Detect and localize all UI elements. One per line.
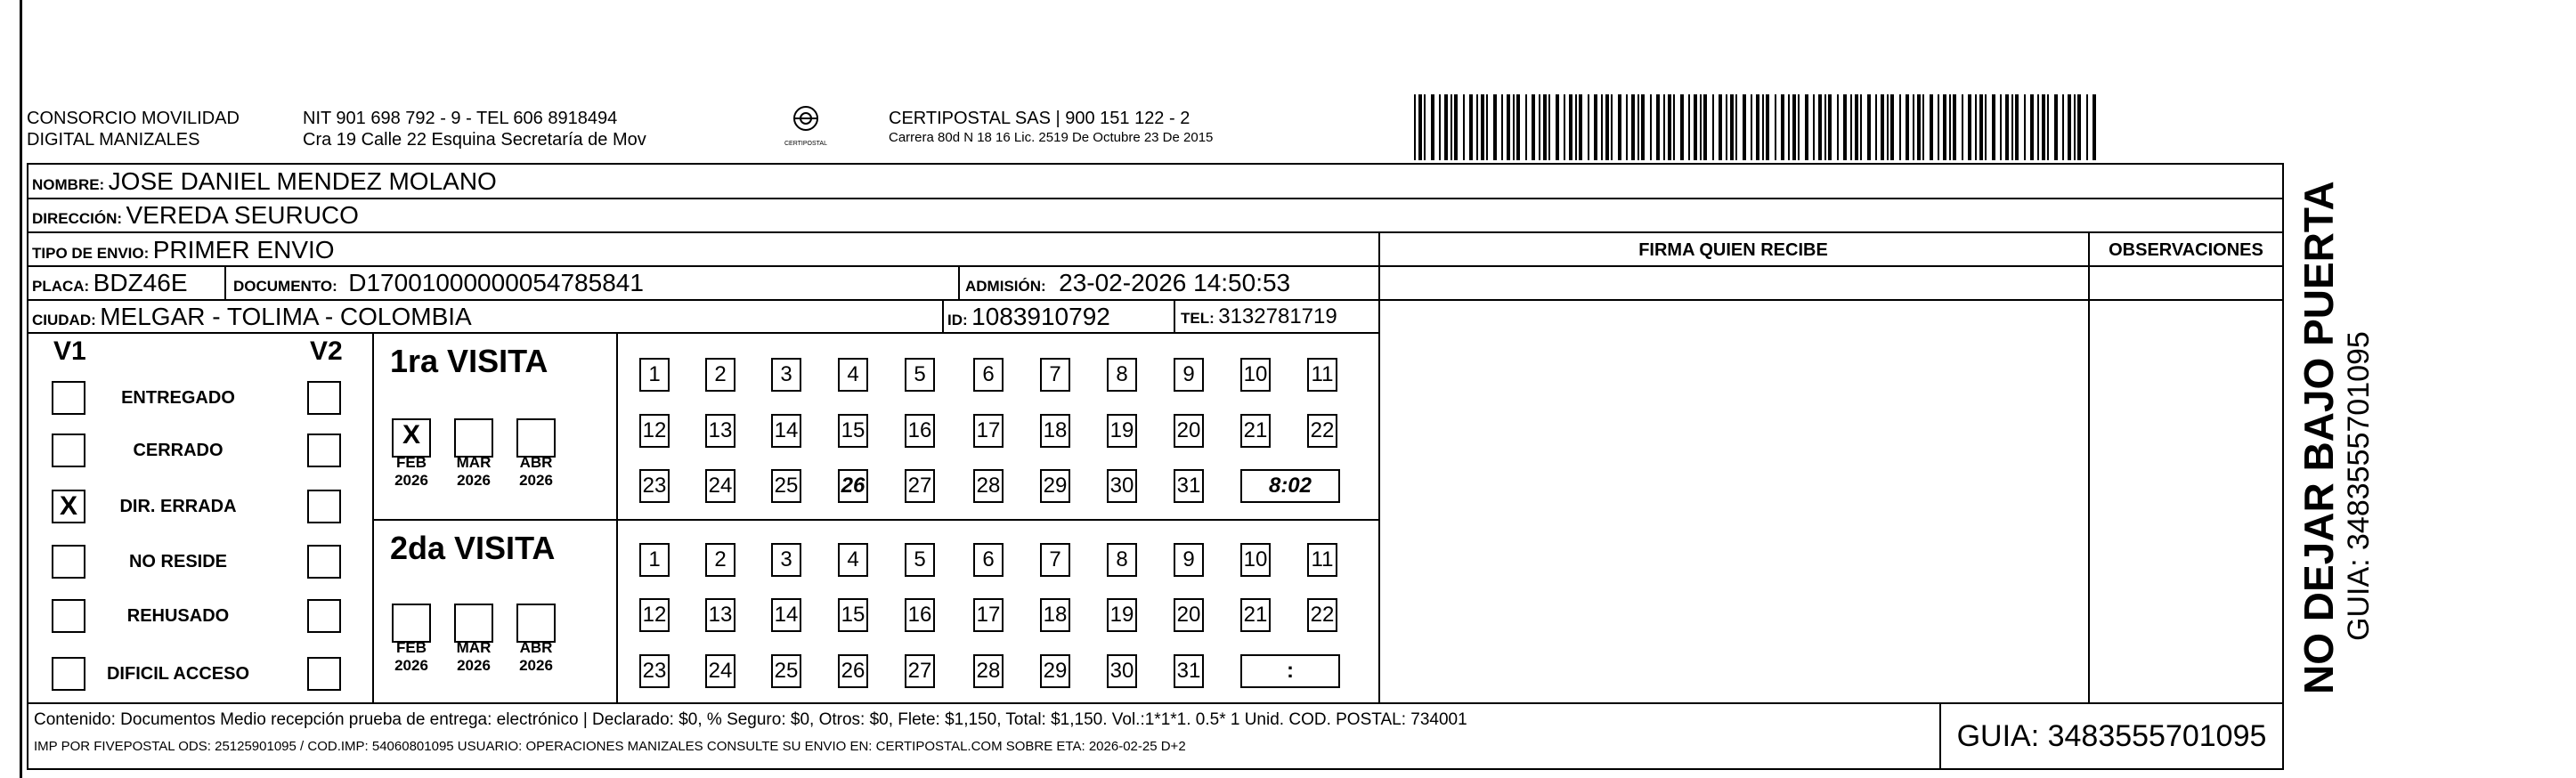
barcode-bar — [1975, 94, 1977, 160]
day-box[interactable]: 24 — [705, 654, 735, 688]
barcode — [1414, 94, 2109, 160]
certipostal-block — [889, 108, 1213, 147]
placa-cell — [32, 269, 188, 297]
admision-divider — [958, 265, 960, 299]
row-line — [27, 332, 1378, 334]
nombre-row — [32, 167, 497, 196]
v2-checkbox[interactable] — [307, 599, 341, 633]
v2-checkbox[interactable] — [307, 434, 341, 467]
barcode-bar — [2015, 94, 2019, 160]
month-name: ABR — [519, 454, 553, 471]
tel-value: 3132781719 — [1218, 304, 1337, 328]
day-box[interactable]: 16 — [905, 598, 935, 632]
barcode-bar — [1735, 94, 1737, 160]
day-box[interactable]: 12 — [639, 414, 670, 448]
barcode-bar — [1575, 94, 1577, 160]
nit-block — [303, 108, 646, 150]
month-label — [389, 639, 434, 675]
barcode-bar — [1539, 94, 1540, 160]
barcode-bar — [1532, 94, 1535, 160]
direccion-value: VEREDA SEURUCO — [126, 201, 359, 229]
barcode-bar — [1890, 94, 1894, 160]
v2-checkbox[interactable] — [307, 545, 341, 579]
day-box[interactable]: 2 — [705, 543, 735, 577]
barcode-bar — [2086, 94, 2088, 160]
day-box[interactable]: 25 — [771, 654, 801, 688]
direccion-label: DIRECCIÓN: — [32, 210, 123, 227]
barcode-bar — [1762, 94, 1764, 160]
day-box[interactable]: 20 — [1174, 598, 1204, 632]
barcode-bar — [2054, 94, 2058, 160]
day-box[interactable]: 14 — [771, 414, 801, 448]
status-label: DIFICIL ACCESO — [106, 664, 249, 684]
barcode-bar — [1618, 94, 1621, 160]
barcode-bar — [1663, 94, 1665, 160]
barcode-bar — [1626, 94, 1628, 160]
barcode-bar — [1501, 94, 1503, 160]
placa-label: PLACA: — [32, 278, 90, 295]
admision-cell — [965, 269, 1290, 297]
page-left-edge — [20, 0, 22, 778]
day-box[interactable]: 30 — [1107, 654, 1137, 688]
barcode-bar — [1850, 94, 1852, 160]
day-box[interactable]: 2 — [705, 358, 735, 392]
barcode-bar — [1985, 94, 1987, 160]
v1-checkbox[interactable] — [52, 545, 85, 579]
barcode-bar — [1594, 94, 1597, 160]
barcode-bar — [1855, 94, 1858, 160]
barcode-bar — [2000, 94, 2002, 160]
day-box[interactable]: 4 — [838, 358, 868, 392]
v1-checkbox[interactable] — [52, 434, 85, 467]
barcode-bar — [1476, 94, 1478, 160]
barcode-bar — [1439, 94, 1441, 160]
month-checkbox[interactable] — [392, 604, 431, 643]
ciudad-label: CIUDAD: — [32, 312, 96, 328]
barcode-bar — [1548, 94, 1550, 160]
tel-cell — [1181, 304, 1337, 329]
nombre-value: JOSE DANIEL MENDEZ MOLANO — [108, 167, 497, 195]
barcode-bar — [1949, 94, 1951, 160]
day-box[interactable]: 7 — [1040, 543, 1070, 577]
barcode-bar — [1712, 94, 1714, 160]
barcode-bar — [1730, 94, 1734, 160]
day-box[interactable]: 27 — [905, 654, 935, 688]
barcode-bar — [2062, 94, 2064, 160]
v1-checkbox[interactable] — [52, 381, 85, 415]
day-box[interactable]: 17 — [973, 414, 1004, 448]
month-name: ABR — [519, 639, 553, 656]
barcode-bar — [1444, 94, 1448, 160]
observaciones-divider — [2088, 231, 2090, 702]
visit-divider — [372, 519, 1378, 521]
day-box[interactable]: 3 — [771, 358, 801, 392]
barcode-bar — [1656, 94, 1660, 160]
tel-label: TEL: — [1181, 310, 1215, 327]
firma-label: FIRMA QUIEN RECIBE — [1638, 240, 1828, 260]
barcode-bar — [2005, 94, 2009, 160]
day-box[interactable]: 21 — [1240, 598, 1271, 632]
barcode-bar — [1788, 94, 1790, 160]
day-box[interactable]: 27 — [905, 469, 935, 503]
barcode-bar — [1700, 94, 1702, 160]
day-box[interactable]: 22 — [1307, 598, 1337, 632]
day-box[interactable]: 16 — [905, 414, 935, 448]
barcode-bar — [1641, 94, 1645, 160]
barcode-bar — [1611, 94, 1613, 160]
observaciones-label: OBSERVACIONES — [2109, 240, 2263, 260]
barcode-bar — [1913, 94, 1914, 160]
month-name: MAR — [456, 639, 492, 656]
month-checkbox[interactable] — [516, 418, 556, 458]
barcode-bar — [1637, 94, 1639, 160]
barcode-bar — [1507, 94, 1510, 160]
day-box[interactable]: 13 — [705, 598, 735, 632]
barcode-bar — [1805, 94, 1808, 160]
row-line — [1378, 299, 2284, 301]
barcode-bar — [1469, 94, 1473, 160]
barcode-bar — [1922, 94, 1924, 160]
barcode-bar — [1688, 94, 1690, 160]
firma-divider — [1378, 231, 1380, 702]
company-name — [27, 108, 240, 150]
v1-checkbox[interactable] — [52, 657, 85, 691]
barcode-bar — [2077, 94, 2081, 160]
barcode-bar — [1824, 94, 1826, 160]
month-year: 2026 — [519, 657, 553, 674]
barcode-bar — [2011, 94, 2013, 160]
day-box[interactable]: 18 — [1040, 414, 1070, 448]
barcode-bar — [2068, 94, 2071, 160]
direccion-row — [32, 201, 359, 230]
barcode-bar — [1481, 94, 1484, 160]
barcode-bar — [2024, 94, 2026, 160]
day-box[interactable]: 26 — [838, 654, 868, 688]
barcode-bar — [1726, 94, 1727, 160]
barcode-bar — [1875, 94, 1877, 160]
guia-footer: GUIA: 3483555701095 — [1956, 719, 2267, 753]
barcode-bar — [1703, 94, 1707, 160]
day-box[interactable]: 23 — [639, 654, 670, 688]
barcode-bar — [2037, 94, 2039, 160]
month-label — [514, 454, 558, 490]
day-box[interactable]: 23 — [639, 469, 670, 503]
side-text — [2296, 181, 2376, 694]
barcode-bar — [1906, 94, 1909, 160]
barcode-bar — [1798, 94, 1800, 160]
barcode-bar — [1694, 94, 1697, 160]
barcode-bar — [1601, 94, 1603, 160]
barcode-bar — [1813, 94, 1815, 160]
barcode-bar — [2092, 94, 2096, 160]
day-box[interactable]: 14 — [771, 598, 801, 632]
second-visit-title: 2da VISITA — [390, 530, 556, 566]
row-line — [27, 231, 2284, 233]
barcode-bar — [1953, 94, 1956, 160]
day-box[interactable]: 31 — [1174, 469, 1204, 503]
day-box[interactable]: 1 — [639, 358, 670, 392]
barcode-bar — [1424, 94, 1426, 160]
day-box[interactable]: 9 — [1174, 543, 1204, 577]
status-divider — [372, 332, 374, 702]
placa-value: BDZ46E — [93, 269, 188, 296]
day-box[interactable]: 26 — [838, 469, 868, 503]
v2-checkbox[interactable] — [307, 381, 341, 415]
month-checkbox[interactable] — [454, 604, 493, 643]
day-box[interactable]: 7 — [1040, 358, 1070, 392]
ciudad-cell — [32, 303, 472, 331]
barcode-bar — [1513, 94, 1515, 160]
barcode-bar — [1917, 94, 1921, 160]
month-label — [451, 454, 496, 490]
day-box[interactable]: 17 — [973, 598, 1004, 632]
barcode-bar — [1680, 94, 1684, 160]
barcode-bar — [1486, 94, 1488, 160]
row-line — [27, 702, 2284, 704]
barcode-bar — [1668, 94, 1671, 160]
barcode-bar — [1818, 94, 1822, 160]
barcode-bar — [1418, 94, 1422, 160]
nombre-label: NOMBRE: — [32, 176, 105, 193]
day-box[interactable]: 4 — [838, 543, 868, 577]
logo-text: CERTIPOSTAL — [784, 141, 827, 147]
day-box[interactable]: 21 — [1240, 414, 1271, 448]
month-label — [451, 639, 496, 675]
status-label: ENTREGADO — [121, 388, 235, 408]
day-box[interactable]: 19 — [1107, 414, 1137, 448]
barcode-bar — [1564, 94, 1565, 160]
status-label: REHUSADO — [126, 606, 230, 626]
day-box[interactable]: 18 — [1040, 598, 1070, 632]
barcode-bar — [1837, 94, 1839, 160]
barcode-bar — [1775, 94, 1776, 160]
month-name: MAR — [456, 454, 492, 471]
barcode-bar — [1751, 94, 1752, 160]
barcode-bar — [1588, 94, 1589, 160]
id-value: 1083910792 — [971, 303, 1110, 330]
v1-label: V1 — [53, 336, 86, 366]
documento-label: DOCUMENTO: — [233, 278, 337, 295]
barcode-bar — [1516, 94, 1520, 160]
day-box[interactable]: 28 — [973, 469, 1004, 503]
day-box[interactable]: 1 — [639, 543, 670, 577]
barcode-bar — [1650, 94, 1652, 160]
documento-cell — [233, 269, 644, 297]
id-divider — [942, 299, 944, 332]
month-year: 2026 — [457, 472, 491, 489]
barcode-bar — [1431, 94, 1434, 160]
v2-checkbox[interactable] — [307, 657, 341, 691]
day-box[interactable]: 31 — [1174, 654, 1204, 688]
placa-divider — [224, 265, 226, 299]
time-box[interactable]: : — [1240, 654, 1340, 688]
company-line-1: CONSORCIO MOVILIDAD — [27, 109, 240, 128]
day-box[interactable]: 10 — [1240, 358, 1271, 392]
month-checkbox[interactable] — [516, 604, 556, 643]
barcode-bar — [1719, 94, 1722, 160]
day-box[interactable]: 13 — [705, 414, 735, 448]
day-box[interactable]: 15 — [838, 414, 868, 448]
barcode-bar — [1543, 94, 1547, 160]
certipostal-logo — [779, 104, 833, 150]
day-box[interactable]: 19 — [1107, 598, 1137, 632]
barcode-bar — [1943, 94, 1946, 160]
barcode-bar — [1962, 94, 1963, 160]
day-box[interactable]: 29 — [1040, 654, 1070, 688]
barcode-bar — [1843, 94, 1847, 160]
visit-month-divider — [616, 332, 618, 702]
day-box[interactable]: 6 — [973, 543, 1004, 577]
barcode-bar — [1938, 94, 1939, 160]
month-checkbox[interactable] — [454, 418, 493, 458]
v1-checkbox[interactable] — [52, 599, 85, 633]
barcode-bar — [1766, 94, 1769, 160]
day-box[interactable]: 8 — [1107, 543, 1137, 577]
barcode-bar — [1881, 94, 1884, 160]
barcode-bar — [1454, 94, 1458, 160]
tipo-value: PRIMER ENVIO — [152, 236, 335, 263]
v2-checkbox[interactable] — [307, 490, 341, 523]
day-box[interactable]: 5 — [905, 358, 935, 392]
barcode-bar — [1579, 94, 1582, 160]
day-box[interactable]: 25 — [771, 469, 801, 503]
id-label: ID: — [947, 312, 968, 328]
barcode-bar — [1605, 94, 1609, 160]
tipo-row — [32, 236, 335, 264]
company-line-2: DIGITAL MANIZALES — [27, 130, 200, 150]
day-box[interactable]: 22 — [1307, 414, 1337, 448]
barcode-bar — [1569, 94, 1572, 160]
logo-icon — [788, 104, 824, 136]
barcode-bar — [1525, 94, 1527, 160]
month-year: 2026 — [394, 657, 428, 674]
barcode-bar — [1860, 94, 1862, 160]
month-year: 2026 — [457, 657, 491, 674]
barcode-bar — [2042, 94, 2045, 160]
barcode-bar — [1556, 94, 1559, 160]
barcode-bar — [1781, 94, 1784, 160]
barcode-bar — [1743, 94, 1746, 160]
day-box[interactable]: 3 — [771, 543, 801, 577]
barcode-bar — [1992, 94, 1995, 160]
day-box[interactable]: 11 — [1307, 358, 1337, 392]
side-line-1: NO DEJAR BAJO PUERTA — [2296, 181, 2342, 694]
barcode-bar — [1451, 94, 1452, 160]
day-box[interactable]: 30 — [1107, 469, 1137, 503]
month-name: FEB — [396, 454, 427, 471]
day-box[interactable]: 9 — [1174, 358, 1204, 392]
status-label: NO RESIDE — [128, 552, 228, 571]
admision-label: ADMISIÓN: — [965, 278, 1046, 295]
nit-line-1: NIT 901 698 792 - 9 - TEL 606 8918494 — [303, 109, 618, 128]
day-box[interactable]: 28 — [973, 654, 1004, 688]
first-visit-title: 1ra VISITA — [390, 343, 549, 379]
barcode-bar — [2047, 94, 2049, 160]
ciudad-value: MELGAR - TOLIMA - COLOMBIA — [100, 303, 472, 330]
barcode-bar — [1756, 94, 1759, 160]
imp-text: IMP POR FIVEPOSTAL ODS: 25125901095 / COD.IMP: 54060801095 USUARIO: OPERACIONES MANIZALES CONSULTE SU ENVIO EN: CERTIPOSTAL.COM SOBRE ETA: 2026-02-25 D+2 — [34, 739, 1186, 754]
day-box[interactable]: 24 — [705, 469, 735, 503]
month-year: 2026 — [519, 472, 553, 489]
row-line — [27, 265, 2284, 267]
barcode-bar — [1899, 94, 1901, 160]
admision-value: 23-02-2026 14:50:53 — [1059, 269, 1291, 296]
barcode-bar — [1463, 94, 1465, 160]
time-box[interactable]: 8:02 — [1240, 469, 1340, 503]
documento-value: D17001000000054785841 — [348, 269, 644, 296]
tipo-label: TIPO DE ENVIO: — [32, 245, 150, 262]
day-box[interactable]: 29 — [1040, 469, 1070, 503]
barcode-bar — [2074, 94, 2076, 160]
row-line — [27, 198, 2284, 199]
certipostal-line-1: CERTIPOSTAL SAS | 900 151 122 - 2 — [889, 109, 1190, 128]
day-box[interactable]: 5 — [905, 543, 935, 577]
barcode-bar — [1867, 94, 1871, 160]
day-box[interactable]: 20 — [1174, 414, 1204, 448]
barcode-bar — [1930, 94, 1933, 160]
barcode-bar — [1828, 94, 1832, 160]
day-box[interactable]: 11 — [1307, 543, 1337, 577]
day-box[interactable]: 8 — [1107, 358, 1137, 392]
barcode-bar — [1631, 94, 1635, 160]
side-line-2: GUIA: 3483555701095 — [2342, 331, 2376, 641]
day-box[interactable]: 12 — [639, 598, 670, 632]
v2-label: V2 — [310, 336, 343, 366]
day-box[interactable]: 6 — [973, 358, 1004, 392]
barcode-bar — [2030, 94, 2034, 160]
nit-line-2: Cra 19 Calle 22 Esquina Secretaría de Mov — [303, 130, 646, 150]
day-box[interactable]: 15 — [838, 598, 868, 632]
barcode-bar — [1887, 94, 1889, 160]
contenido-text: Contenido: Documentos Medio recepción prueba de entrega: electrónico | Declarado: $0, % Seguro: $0, Otros: $0, Flete: $1,150, Total: $1,150. Vol.:1*1*1. 0.5* 1 Unid. COD. POSTAL: 734001 — [34, 710, 1467, 729]
barcode-bar — [1414, 94, 1416, 160]
day-box[interactable]: 10 — [1240, 543, 1271, 577]
barcode-bar — [1493, 94, 1497, 160]
month-year: 2026 — [394, 472, 428, 489]
month-name: FEB — [396, 639, 427, 656]
barcode-bar — [1673, 94, 1675, 160]
row-line — [27, 299, 1378, 301]
barcode-bar — [1979, 94, 1983, 160]
month-label — [514, 639, 558, 675]
barcode-bar — [1968, 94, 1971, 160]
tel-divider — [1174, 299, 1175, 332]
certipostal-line-2: Carrera 80d N 18 16 Lic. 2519 De Octubre 23 De 2015 — [889, 130, 1214, 145]
month-label — [389, 454, 434, 490]
v1-checkbox[interactable]: X — [52, 490, 85, 523]
status-label: CERRADO — [133, 441, 223, 460]
id-cell — [947, 303, 1110, 331]
status-label: DIR. ERRADA — [119, 497, 237, 516]
barcode-bar — [1792, 94, 1796, 160]
month-checkbox[interactable]: X — [392, 418, 431, 458]
